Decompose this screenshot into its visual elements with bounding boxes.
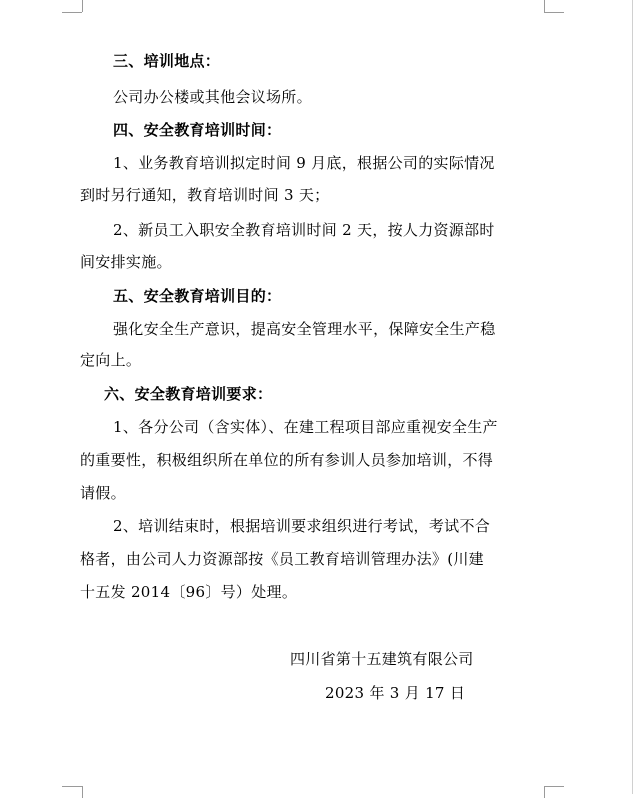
- paragraph-line: 1、各分公司（含实体）、在建工程项目部应重视安全生产: [113, 418, 498, 436]
- crop-mark-bottom-right: [544, 786, 564, 787]
- crop-mark-top-left: [62, 12, 82, 13]
- crop-mark-top-left-v: [82, 0, 83, 12]
- signature-date: 2023 年 3 月 17 日: [325, 684, 466, 702]
- paragraph-line: 十五发 2014〔96〕号）处理。: [80, 583, 298, 601]
- paragraph-line: 2、新员工入职安全教育培训时间 2 天，按人力资源部时: [113, 221, 495, 239]
- paragraph-line: 公司办公楼或其他会议场所。: [113, 88, 312, 106]
- paragraph-line: 定向上。: [80, 351, 142, 369]
- crop-mark-top-right: [544, 12, 564, 13]
- paragraph-line: 请假。: [80, 484, 126, 502]
- section-heading: 六、安全教育培训要求：: [104, 385, 273, 403]
- signature-company: 四川省第十五建筑有限公司: [290, 650, 474, 668]
- section-heading: 三、培训地点：: [113, 52, 221, 70]
- paragraph-line: 间安排实施。: [80, 253, 172, 271]
- crop-mark-bottom-left-v: [82, 786, 83, 798]
- section-heading: 五、安全教育培训目的：: [113, 287, 282, 305]
- paragraph-line: 强化安全生产意识，提高安全管理水平，保障安全生产稳: [113, 320, 496, 338]
- section-heading: 四、安全教育培训时间：: [113, 121, 282, 139]
- crop-mark-bottom-left: [62, 786, 82, 787]
- crop-mark-bottom-right-v: [544, 786, 545, 798]
- paragraph-line: 2、培训结束时，根据培训要求组织进行考试，考试不合: [113, 517, 491, 535]
- paragraph-line: 到时另行通知，教育培训时间 3 天；: [80, 186, 330, 204]
- paragraph-line: 1、业务教育培训拟定时间 9 月底，根据公司的实际情况: [113, 154, 495, 172]
- paragraph-line: 的重要性，积极组织所在单位的所有参训人员参加培训，不得: [80, 451, 494, 469]
- crop-mark-top-right-v: [544, 0, 545, 12]
- paragraph-line: 格者，由公司人力资源部按《员工教育培训管理办法》(川建: [80, 550, 484, 568]
